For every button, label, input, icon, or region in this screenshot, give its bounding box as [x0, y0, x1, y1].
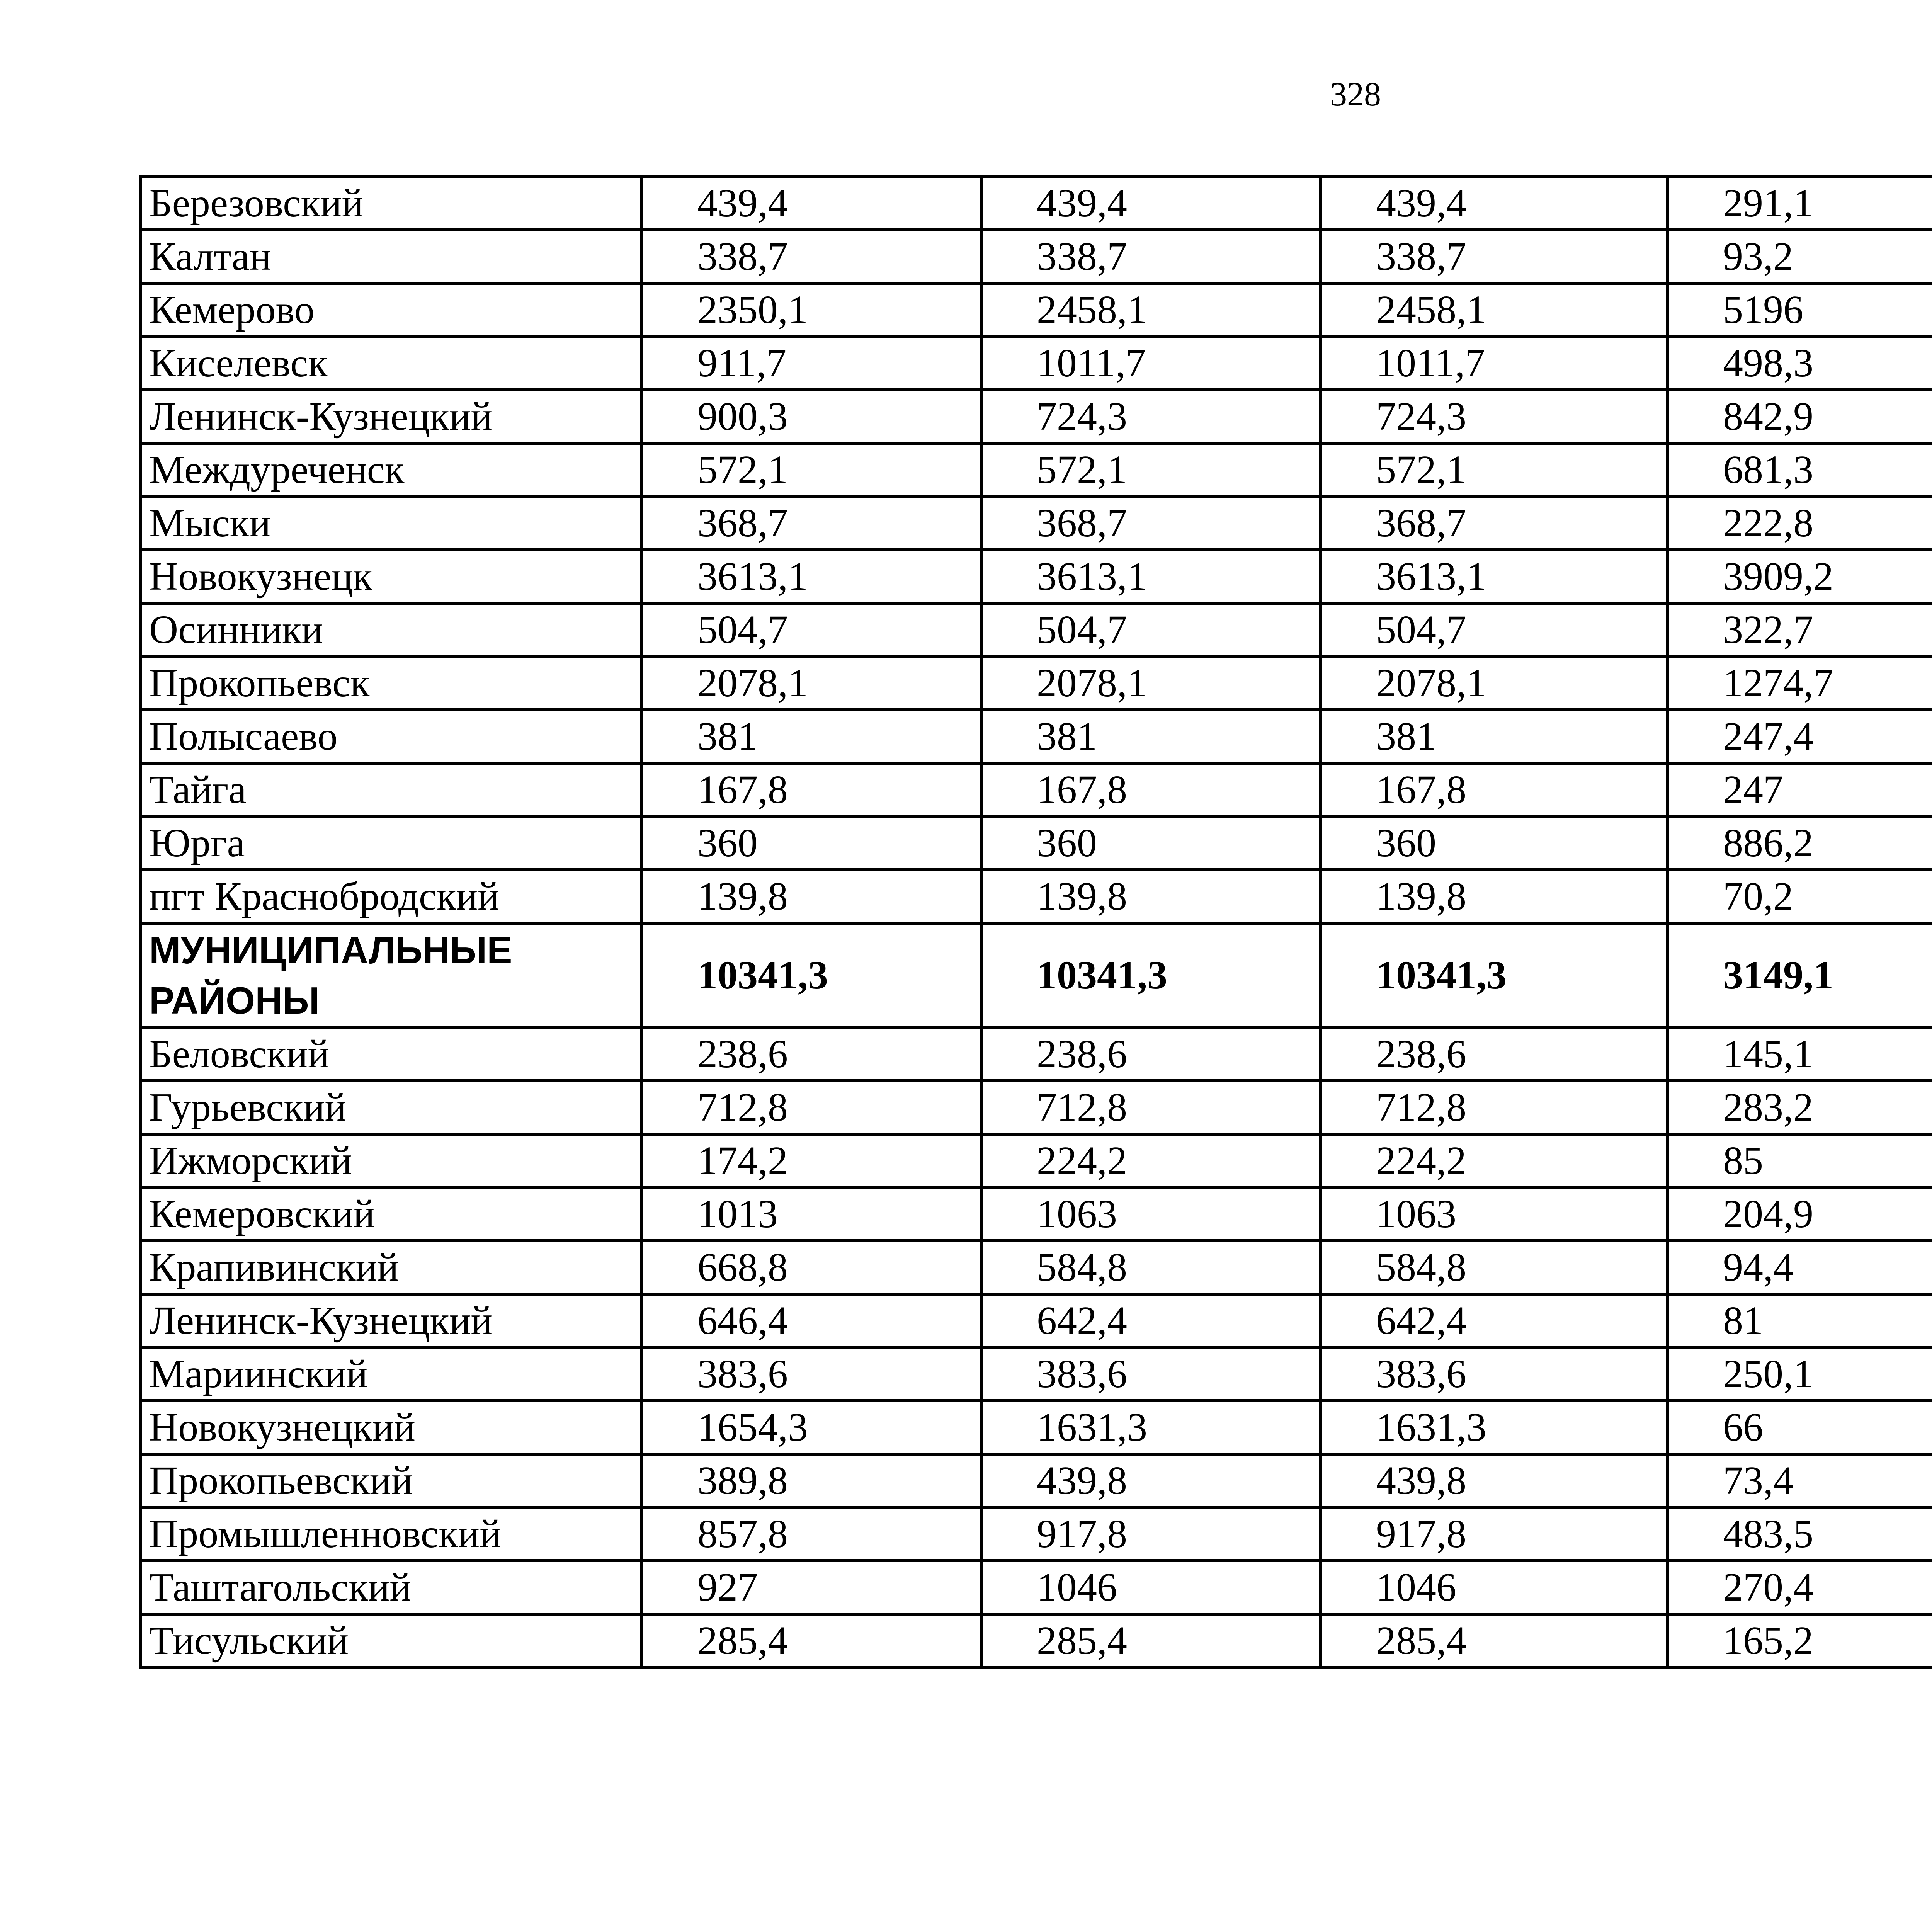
table-row — [141, 337, 1932, 390]
value-cell-col-3: 238,6 — [1320, 1027, 1667, 1081]
value-cell-col-4: 81 — [1667, 1294, 1932, 1347]
row-name-cell: Тайга — [141, 763, 642, 816]
value-cell-col-2: 584,8 — [981, 1241, 1320, 1294]
value-cell-col-4: 250,1 — [1667, 1347, 1932, 1401]
value-cell-col-3: 285,4 — [1320, 1614, 1667, 1667]
value-cell-col-3: 584,8 — [1320, 1241, 1667, 1294]
row-name-cell: Калтан — [141, 230, 642, 283]
value-cell-col-3: 1011,7 — [1320, 337, 1667, 390]
value-cell-col-1: 360 — [642, 816, 981, 870]
table-row — [141, 657, 1932, 710]
value-cell-col-3: 368,7 — [1320, 497, 1667, 550]
value-cell-col-4: 94,4 — [1667, 1241, 1932, 1294]
table-row — [141, 443, 1932, 497]
value-cell-col-4: 70,2 — [1667, 870, 1932, 923]
value-cell-col-2: 224,2 — [981, 1134, 1320, 1187]
value-cell-col-4: 498,3 — [1667, 337, 1932, 390]
value-cell-col-4: 283,2 — [1667, 1081, 1932, 1134]
row-name-cell: Юрга — [141, 816, 642, 870]
value-cell-col-2: 2458,1 — [981, 283, 1320, 337]
value-cell-col-1: 389,8 — [642, 1454, 981, 1507]
row-name-cell: Прокопьевск — [141, 657, 642, 710]
row-name-cell: Ленинск-Кузнецкий — [141, 1294, 642, 1347]
value-cell-col-2: 368,7 — [981, 497, 1320, 550]
value-cell-col-4: 66 — [1667, 1401, 1932, 1454]
row-name-cell: Прокопьевский — [141, 1454, 642, 1507]
value-cell-col-3: 572,1 — [1320, 443, 1667, 497]
value-cell-col-2: 338,7 — [981, 230, 1320, 283]
row-name-cell: Новокузнецкий — [141, 1401, 642, 1454]
value-cell-col-2: 1046 — [981, 1561, 1320, 1614]
value-cell-col-1: 927 — [642, 1561, 981, 1614]
value-cell-col-4: 73,4 — [1667, 1454, 1932, 1507]
value-cell-col-2: 712,8 — [981, 1081, 1320, 1134]
value-cell-col-1: 174,2 — [642, 1134, 981, 1187]
value-cell-col-3: 2078,1 — [1320, 657, 1667, 710]
value-cell-col-1: 285,4 — [642, 1614, 981, 1667]
value-cell-col-3: 338,7 — [1320, 230, 1667, 283]
value-cell-col-3: 712,8 — [1320, 1081, 1667, 1134]
value-cell-col-4: 291,1 — [1667, 177, 1932, 230]
value-cell-col-3: 724,3 — [1320, 390, 1667, 443]
value-cell-col-2: 2078,1 — [981, 657, 1320, 710]
value-cell-col-4: 3149,1 — [1667, 923, 1932, 1027]
row-name-cell: Крапивинский — [141, 1241, 642, 1294]
row-name-cell: Полысаево — [141, 710, 642, 763]
value-cell-col-1: 911,7 — [642, 337, 981, 390]
value-cell-col-4: 483,5 — [1667, 1507, 1932, 1561]
row-name-cell: Осинники — [141, 603, 642, 657]
table-row — [141, 1187, 1932, 1241]
value-cell-col-4: 85 — [1667, 1134, 1932, 1187]
table-row — [141, 1347, 1932, 1401]
table-row — [141, 763, 1932, 816]
value-cell-col-1: 383,6 — [642, 1347, 981, 1401]
row-name-cell: Мыски — [141, 497, 642, 550]
table-row — [141, 283, 1932, 337]
table-row-section-header — [141, 923, 1932, 1027]
value-cell-col-2: 439,4 — [981, 177, 1320, 230]
data-table — [139, 175, 1932, 1669]
value-cell-col-4: 1274,7 — [1667, 657, 1932, 710]
table-row — [141, 1561, 1932, 1614]
value-cell-col-2: 381 — [981, 710, 1320, 763]
value-cell-col-1: 368,7 — [642, 497, 981, 550]
row-name-cell: Кемеровский — [141, 1187, 642, 1241]
value-cell-col-3: 139,8 — [1320, 870, 1667, 923]
value-cell-col-2: 10341,3 — [981, 923, 1320, 1027]
table-row — [141, 816, 1932, 870]
value-cell-col-1: 1654,3 — [642, 1401, 981, 1454]
row-name-cell: МУНИЦИПАЛЬНЫЕ РАЙОНЫ — [141, 923, 642, 1027]
value-cell-col-2: 139,8 — [981, 870, 1320, 923]
table-row — [141, 710, 1932, 763]
value-cell-col-1: 900,3 — [642, 390, 981, 443]
value-cell-col-2: 3613,1 — [981, 550, 1320, 603]
table-row — [141, 1614, 1932, 1667]
value-cell-col-1: 381 — [642, 710, 981, 763]
value-cell-col-3: 917,8 — [1320, 1507, 1667, 1561]
row-name-cell: Тисульский — [141, 1614, 642, 1667]
value-cell-col-4: 270,4 — [1667, 1561, 1932, 1614]
page-number: 328 — [1330, 76, 1381, 113]
value-cell-col-3: 1046 — [1320, 1561, 1667, 1614]
row-name-cell: Междуреченск — [141, 443, 642, 497]
value-cell-col-2: 642,4 — [981, 1294, 1320, 1347]
value-cell-col-4: 681,3 — [1667, 443, 1932, 497]
row-name-cell: Киселевск — [141, 337, 642, 390]
value-cell-col-3: 2458,1 — [1320, 283, 1667, 337]
value-cell-col-1: 572,1 — [642, 443, 981, 497]
table-row — [141, 1081, 1932, 1134]
table-row — [141, 1241, 1932, 1294]
value-cell-col-3: 1631,3 — [1320, 1401, 1667, 1454]
value-cell-col-2: 383,6 — [981, 1347, 1320, 1401]
table-row — [141, 603, 1932, 657]
value-cell-col-3: 504,7 — [1320, 603, 1667, 657]
value-cell-col-2: 724,3 — [981, 390, 1320, 443]
table-row — [141, 1134, 1932, 1187]
value-cell-col-3: 3613,1 — [1320, 550, 1667, 603]
value-cell-col-2: 167,8 — [981, 763, 1320, 816]
row-name-cell: Беловский — [141, 1027, 642, 1081]
table-row — [141, 1294, 1932, 1347]
table-body — [141, 177, 1932, 1667]
value-cell-col-1: 167,8 — [642, 763, 981, 816]
value-cell-col-2: 572,1 — [981, 443, 1320, 497]
value-cell-col-3: 381 — [1320, 710, 1667, 763]
row-name-cell: Кемерово — [141, 283, 642, 337]
value-cell-col-2: 1631,3 — [981, 1401, 1320, 1454]
value-cell-col-4: 322,7 — [1667, 603, 1932, 657]
value-cell-col-2: 504,7 — [981, 603, 1320, 657]
value-cell-col-1: 2350,1 — [642, 283, 981, 337]
value-cell-col-2: 238,6 — [981, 1027, 1320, 1081]
row-name-cell: Промышленновский — [141, 1507, 642, 1561]
value-cell-col-4: 842,9 — [1667, 390, 1932, 443]
value-cell-col-1: 668,8 — [642, 1241, 981, 1294]
value-cell-col-4: 93,2 — [1667, 230, 1932, 283]
table-row — [141, 497, 1932, 550]
value-cell-col-1: 857,8 — [642, 1507, 981, 1561]
value-cell-col-4: 222,8 — [1667, 497, 1932, 550]
value-cell-col-4: 165,2 — [1667, 1614, 1932, 1667]
row-name-cell: Ленинск-Кузнецкий — [141, 390, 642, 443]
value-cell-col-2: 917,8 — [981, 1507, 1320, 1561]
value-cell-col-4: 3909,2 — [1667, 550, 1932, 603]
row-name-cell: Ижморский — [141, 1134, 642, 1187]
table-row — [141, 1401, 1932, 1454]
table-row — [141, 177, 1932, 230]
value-cell-col-3: 439,8 — [1320, 1454, 1667, 1507]
row-name-cell: Новокузнецк — [141, 550, 642, 603]
value-cell-col-1: 3613,1 — [642, 550, 981, 603]
table-row — [141, 550, 1932, 603]
value-cell-col-3: 439,4 — [1320, 177, 1667, 230]
value-cell-col-2: 360 — [981, 816, 1320, 870]
table-row — [141, 230, 1932, 283]
value-cell-col-1: 1013 — [642, 1187, 981, 1241]
row-name-cell: Гурьевский — [141, 1081, 642, 1134]
value-cell-col-1: 2078,1 — [642, 657, 981, 710]
value-cell-col-1: 139,8 — [642, 870, 981, 923]
value-cell-col-2: 1011,7 — [981, 337, 1320, 390]
value-cell-col-1: 238,6 — [642, 1027, 981, 1081]
table-row — [141, 1027, 1932, 1081]
value-cell-col-1: 338,7 — [642, 230, 981, 283]
value-cell-col-4: 204,9 — [1667, 1187, 1932, 1241]
value-cell-col-4: 145,1 — [1667, 1027, 1932, 1081]
value-cell-col-2: 439,8 — [981, 1454, 1320, 1507]
value-cell-col-2: 285,4 — [981, 1614, 1320, 1667]
table-row — [141, 390, 1932, 443]
table-row — [141, 1507, 1932, 1561]
value-cell-col-3: 360 — [1320, 816, 1667, 870]
value-cell-col-3: 1063 — [1320, 1187, 1667, 1241]
value-cell-col-4: 247 — [1667, 763, 1932, 816]
value-cell-col-4: 886,2 — [1667, 816, 1932, 870]
value-cell-col-3: 383,6 — [1320, 1347, 1667, 1401]
value-cell-col-1: 646,4 — [642, 1294, 981, 1347]
table-row — [141, 1454, 1932, 1507]
row-name-cell: Мариинский — [141, 1347, 642, 1401]
value-cell-col-3: 224,2 — [1320, 1134, 1667, 1187]
value-cell-col-1: 504,7 — [642, 603, 981, 657]
value-cell-col-1: 439,4 — [642, 177, 981, 230]
value-cell-col-3: 10341,3 — [1320, 923, 1667, 1027]
value-cell-col-4: 5196 — [1667, 283, 1932, 337]
row-name-cell: пгт Краснобродский — [141, 870, 642, 923]
value-cell-col-3: 642,4 — [1320, 1294, 1667, 1347]
value-cell-col-2: 1063 — [981, 1187, 1320, 1241]
row-name-cell: Таштагольский — [141, 1561, 642, 1614]
value-cell-col-1: 10341,3 — [642, 923, 981, 1027]
row-name-cell: Березовский — [141, 177, 642, 230]
value-cell-col-4: 247,4 — [1667, 710, 1932, 763]
value-cell-col-1: 712,8 — [642, 1081, 981, 1134]
table-row — [141, 870, 1932, 923]
value-cell-col-3: 167,8 — [1320, 763, 1667, 816]
